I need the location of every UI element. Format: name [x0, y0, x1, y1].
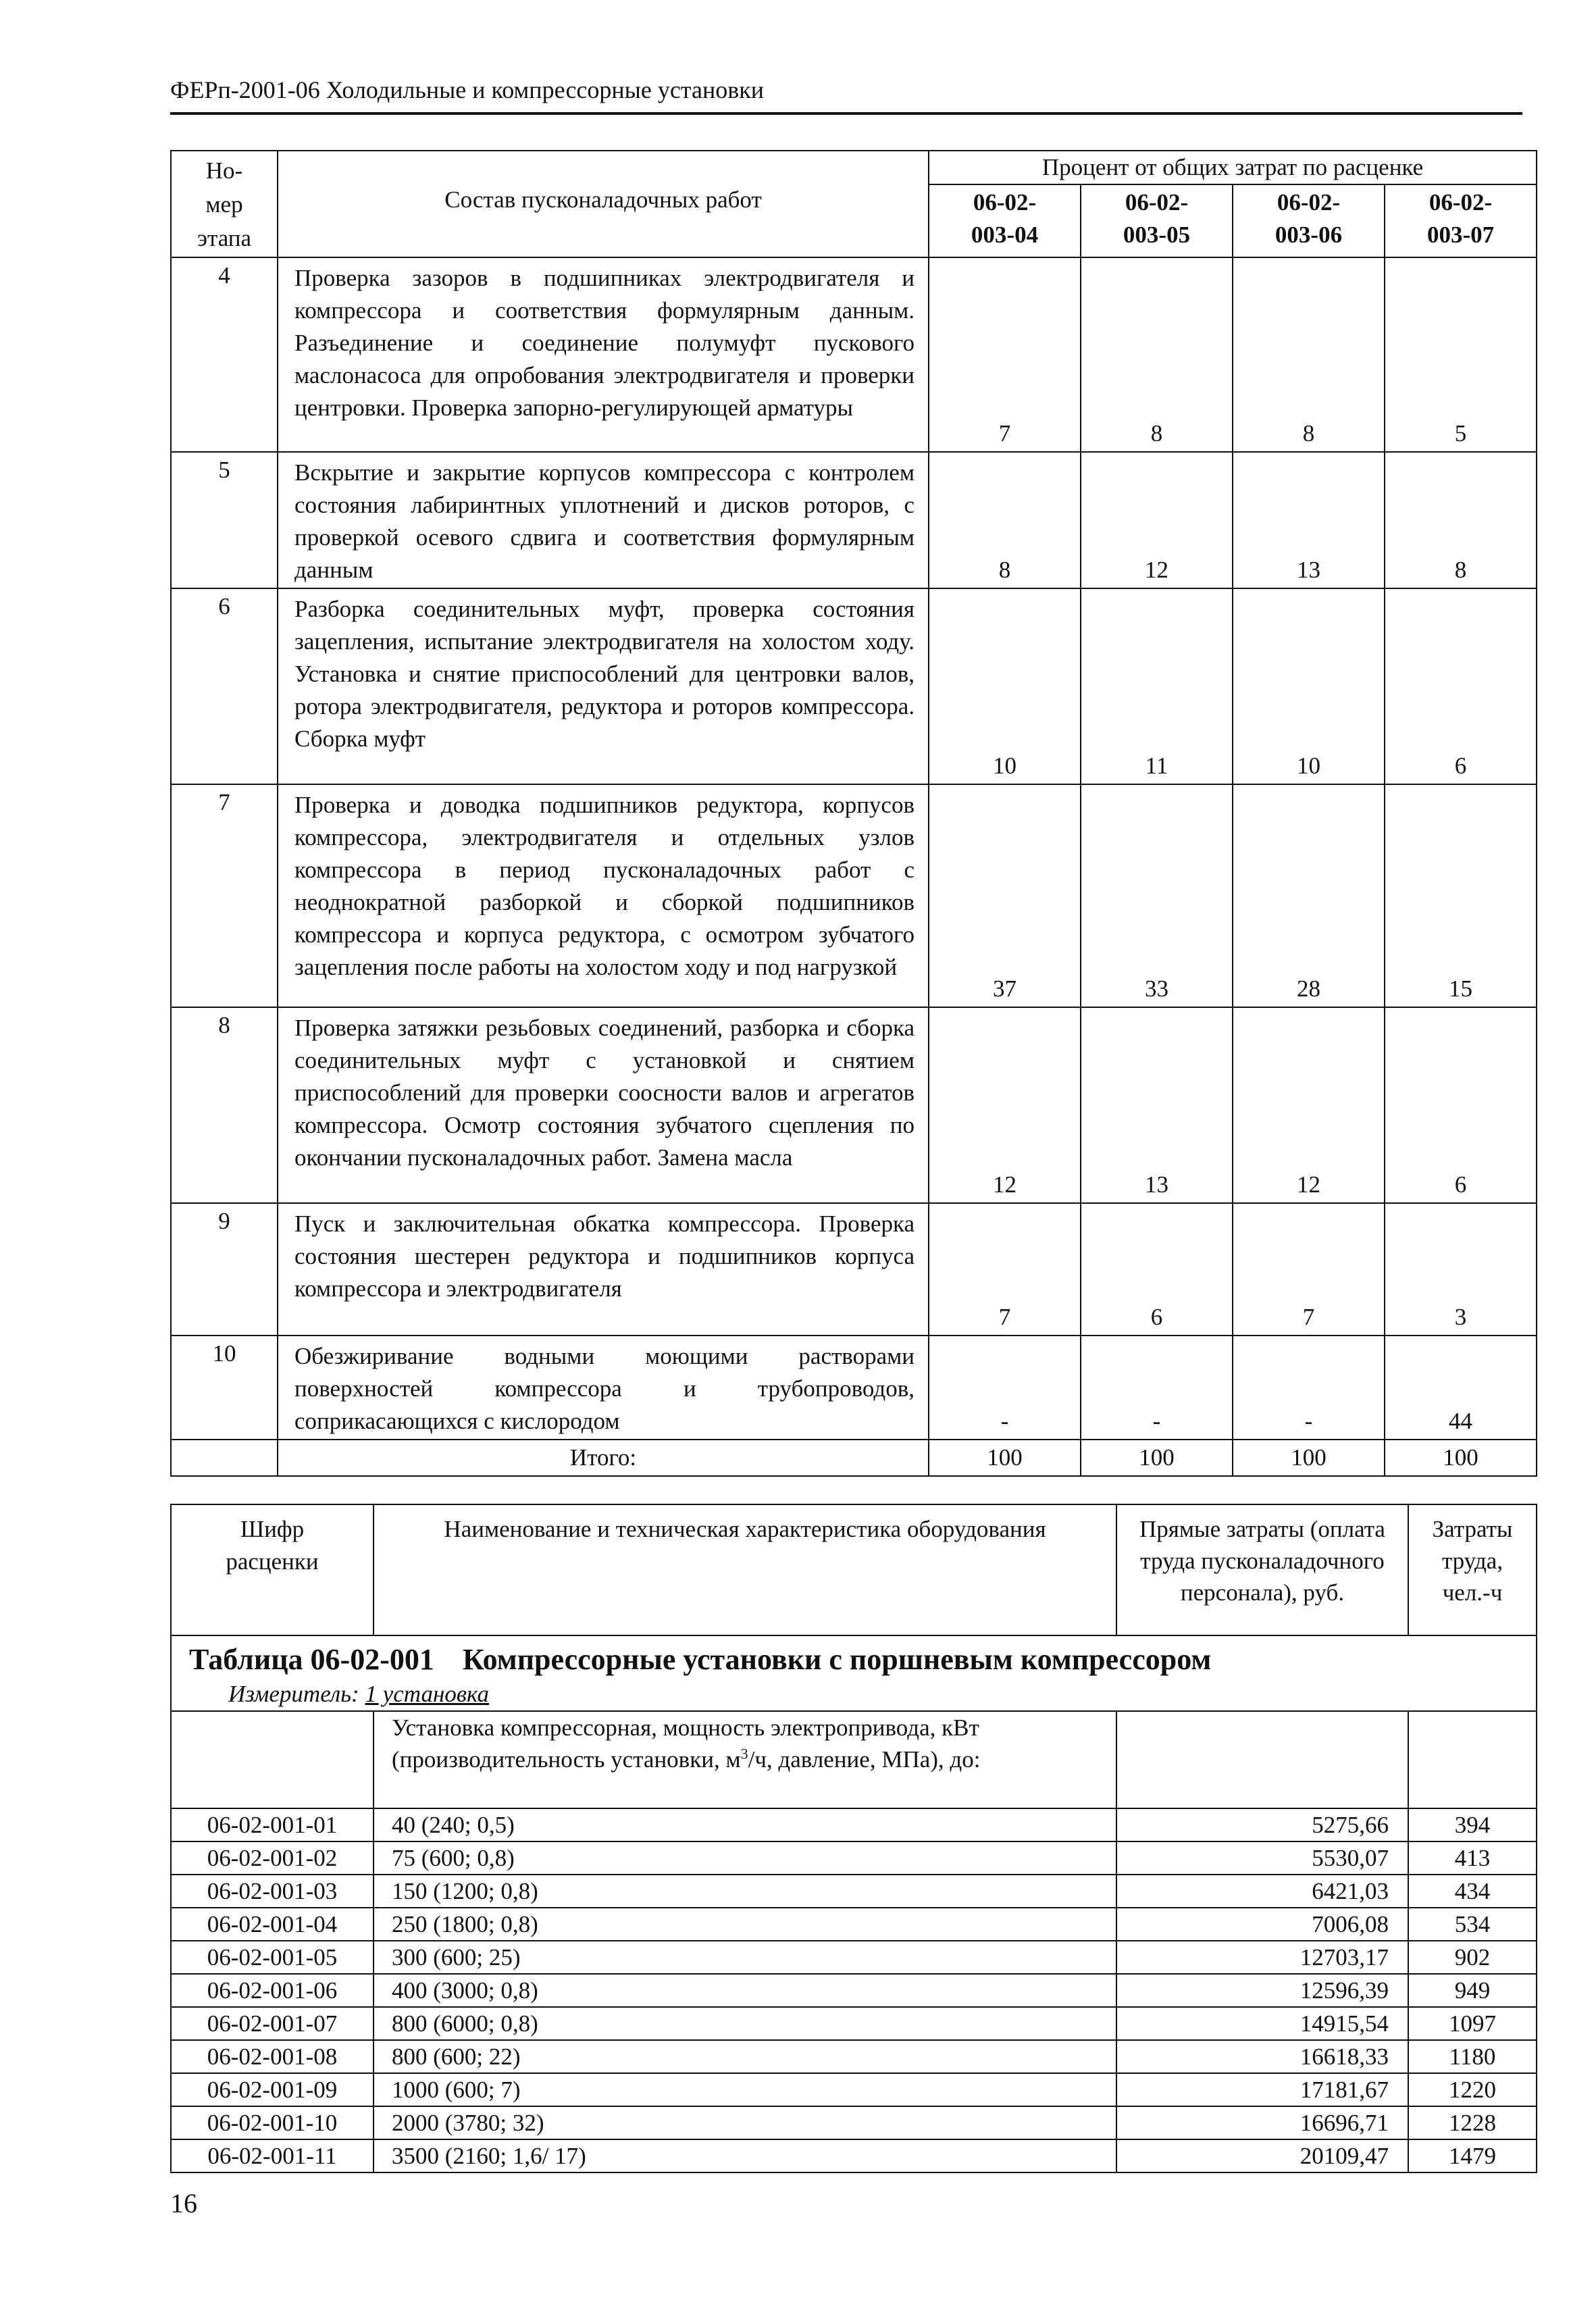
percent-value: 37 [929, 784, 1081, 1007]
table-row [171, 452, 1537, 588]
percent-header: Процент от общих затрат по расценке [929, 151, 1537, 184]
stage-number: 5 [171, 452, 278, 588]
code-header-4: 06-02- 003-07 [1385, 184, 1537, 257]
percent-value: 15 [1385, 784, 1537, 1007]
rates-table [170, 1504, 1537, 2173]
meter-line: Измеритель: 1 установка [171, 1678, 1537, 1711]
table-row [171, 784, 1537, 1007]
table-row: 06-02-001-03 150 (1200; 0,8) 6421,03 434 [171, 1875, 1537, 1908]
total-row [171, 1440, 1537, 1476]
name-column-header: Наименование и техническая характеристика оборудования [374, 1504, 1116, 1635]
percent-value: 6 [1385, 588, 1537, 784]
stages-table [170, 150, 1537, 1477]
stage-number: 6 [171, 588, 278, 784]
labor-column-header: Затраты труда, чел.-ч [1408, 1504, 1537, 1635]
stage-number: 7 [171, 784, 278, 1007]
table-row [171, 257, 1537, 452]
code-column-header: Шифр расценки [171, 1504, 374, 1635]
percent-value: 7 [1233, 1203, 1385, 1336]
percent-value: - [1233, 1336, 1385, 1440]
percent-value: 10 [929, 588, 1081, 784]
table-row: 06-02-001-01 40 (240; 0,5) 5275,66 394 [171, 1808, 1537, 1841]
work-composition-header: Состав пусконаладочных работ [278, 151, 929, 257]
total-value: 100 [929, 1440, 1081, 1476]
stage-number: 4 [171, 257, 278, 452]
percent-value: 6 [1385, 1007, 1537, 1203]
table-row: 06-02-001-02 75 (600; 0,8) 5530,07 413 [171, 1841, 1537, 1875]
table-row: 06-02-001-09 1000 (600; 7) 17181,67 1220 [171, 2073, 1537, 2106]
percent-value: 13 [1081, 1007, 1233, 1203]
table-title: Таблица 06-02-001 Компрессорные установки с поршневым компрессором [171, 1635, 1537, 1678]
percent-value: 12 [1081, 452, 1233, 588]
table-row: 06-02-001-10 2000 (3780; 32) 16696,71 1228 [171, 2106, 1537, 2139]
table-row: 06-02-001-07 800 (6000; 0,8) 14915,54 1097 [171, 2007, 1537, 2040]
table-row [171, 1336, 1537, 1440]
total-value: 100 [1081, 1440, 1233, 1476]
total-label: Итого: [278, 1440, 929, 1476]
direct-cost-column-header: Прямые затраты (оплата труда пусконаладочного персонала), руб. [1116, 1504, 1408, 1635]
equipment-group-text: Установка компрессорная, мощность электропривода, кВт (производительность установки, $м^3/ч$, давление, МПа), до: [374, 1711, 1116, 1808]
stage-text: Разборка соединительных муфт, проверка состояния зацепления, испытание электродвигателя на холостом ходу. Установка и снятие приспособлений для центровки валов, ротора электродвигателя, редуктора и роторов компрессора. Сборка муфт [278, 588, 929, 784]
percent-value: 44 [1385, 1336, 1537, 1440]
stage-text: Пуск и заключительная обкатка компрессора. Проверка состояния шестерен редуктора и подшипников корпуса компрессора и электродвигателя [278, 1203, 929, 1336]
percent-value: 11 [1081, 588, 1233, 784]
percent-value: 5 [1385, 257, 1537, 452]
stage-number: 9 [171, 1203, 278, 1336]
percent-value: 28 [1233, 784, 1385, 1007]
percent-value: 8 [1385, 452, 1537, 588]
code-header-2: 06-02- 003-05 [1081, 184, 1233, 257]
stage-number-header: Но- мер этапа [171, 151, 278, 257]
percent-value: 33 [1081, 784, 1233, 1007]
percent-value: 7 [929, 257, 1081, 452]
stage-text: Проверка и доводка подшипников редуктора, корпусов компрессора, электродвигателя и отдельных узлов компрессора в период пусконаладочных работ с неоднократной разборкой и сборкой подшипников компрессора и корпуса редуктора, с осмотром зубчатого зацепления после работы на холостом ходу и под нагрузкой [278, 784, 929, 1007]
header-rule [170, 112, 1522, 115]
total-value: 100 [1385, 1440, 1537, 1476]
stage-number: 10 [171, 1336, 278, 1440]
percent-value: 6 [1081, 1203, 1233, 1336]
table-row: 06-02-001-11 3500 (2160; 1,6/ 17) 20109,47 1479 [171, 2139, 1537, 2172]
total-value: 100 [1233, 1440, 1385, 1476]
running-header: ФЕРп-2001-06 Холодильные и компрессорные установки [170, 76, 764, 103]
table-row: 06-02-001-06 400 (3000; 0,8) 12596,39 949 [171, 1974, 1537, 2007]
percent-value: 7 [929, 1203, 1081, 1336]
percent-value: - [929, 1336, 1081, 1440]
percent-value: 8 [1081, 257, 1233, 452]
table-row: 06-02-001-05 300 (600; 25) 12703,17 902 [171, 1941, 1537, 1974]
table-row [171, 1203, 1537, 1336]
stage-text: Вскрытие и закрытие корпусов компрессора с контролем состояния лабиринтных уплотнений и дисков роторов, с проверкой осевого сдвига и соответствия формулярным данным [278, 452, 929, 588]
page-number: 16 [170, 2188, 197, 2218]
stage-text: Обезжиривание водными моющими растворами поверхностей компрессора и трубопроводов, соприкасающихся с кислородом [278, 1336, 929, 1440]
percent-value: 12 [929, 1007, 1081, 1203]
code-header-3: 06-02- 003-06 [1233, 184, 1385, 257]
percent-value: 13 [1233, 452, 1385, 588]
stage-text: Проверка затяжки резьбовых соединений, разборка и сборка соединительных муфт с установкой и снятием приспособлений для проверки соосности валов и агрегатов компрессора. Осмотр состояния зубчатого сцепления по окончании пусконаладочных работ. Замена масла [278, 1007, 929, 1203]
table-row [171, 1007, 1537, 1203]
table-row: 06-02-001-08 800 (600; 22) 16618,33 1180 [171, 2040, 1537, 2073]
stage-text: Проверка зазоров в подшипниках электродвигателя и компрессора и соответствия формулярным данным. Разъединение и соединение полумуфт пускового маслонасоса для опробования электродвигателя и проверки центровки. Проверка запорно-регулирующей арматуры [278, 257, 929, 452]
stage-number: 8 [171, 1007, 278, 1203]
table-row [171, 588, 1537, 784]
table-row: 06-02-001-04 250 (1800; 0,8) 7006,08 534 [171, 1908, 1537, 1941]
percent-value: 8 [1233, 257, 1385, 452]
percent-value: - [1081, 1336, 1233, 1440]
percent-value: 10 [1233, 588, 1385, 784]
percent-value: 3 [1385, 1203, 1537, 1336]
code-header-1: 06-02- 003-04 [929, 184, 1081, 257]
percent-value: 12 [1233, 1007, 1385, 1203]
percent-value: 8 [929, 452, 1081, 588]
